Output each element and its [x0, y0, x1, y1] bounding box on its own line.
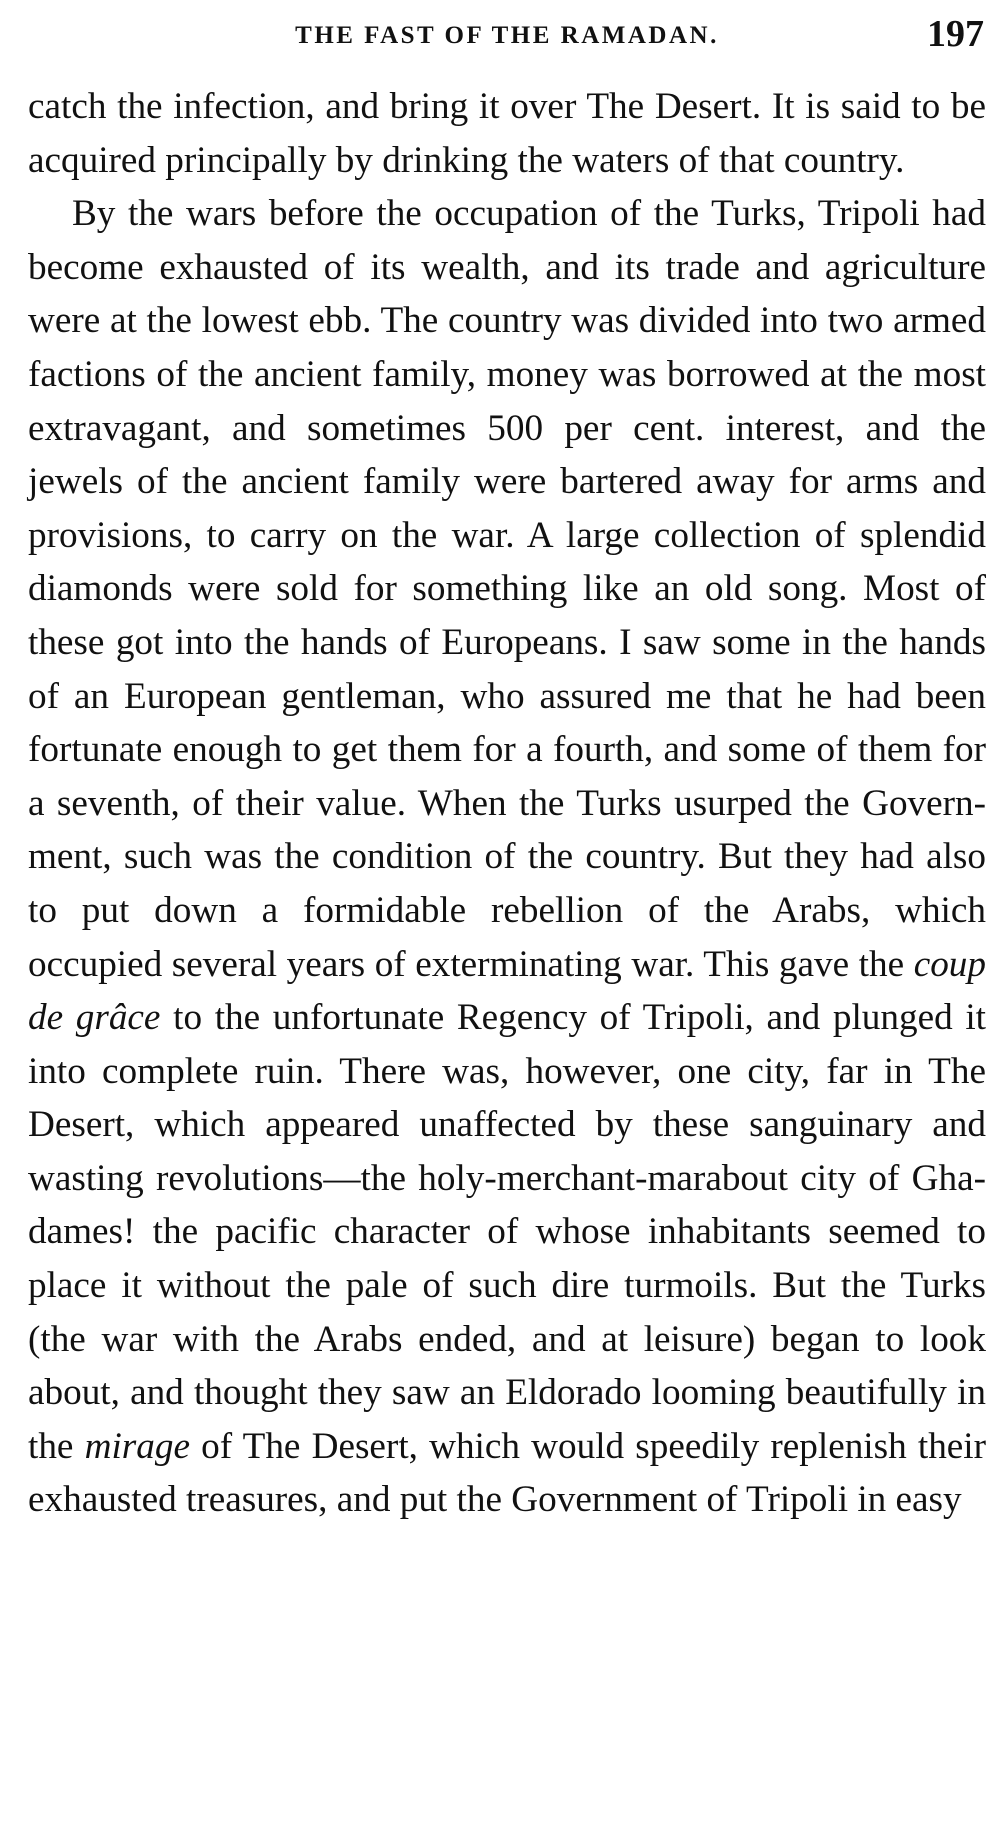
italic-mirage: mirage	[84, 1425, 190, 1467]
running-head	[28, 12, 986, 72]
paragraph-2-text-part-3: of The Desert, which would speedily replenish their exhausted treasures, and put the Government of Tripoli in easy	[28, 1425, 987, 1521]
italic-coup-de-grace: coup de grâce	[28, 943, 986, 1039]
paragraph-2-text-part-1: By the wars before the occupation of the Turks, Tripoli had become exhausted of its wealth, and its trade and agriculture were at the lowest ebb. The country was divided into two armed factions of the ancient family, money was borrowed at the most extravagant, and sometimes 500 per cent. interest, and the jewels of the ancient family were bartered away for arms and provisions, to carry on the war. A large collection of splendid diamonds were sold for something like an old song. Most of these got into the hands of Europeans. I saw some in the hands of an European gentleman, who assured me that he had been fortunate enough to get them for a fourth, and some of them for a seventh, of their value. When the Turks usurped the Government, such was the condition of the country. But they had also to put down a formidable rebellion of the Arabs, which occupied several years of exterminating war. This gave the	[28, 193, 986, 985]
paragraph-2-text-part-2: to the unfortunate Regency of Tripoli, and plunged it into complete ruin. There was, however, one city, far in The Desert, which appeared unaffected by these sanguinary and wasting revolutions—the holy-merchant-marabout city of Ghadames! the pacific character of whose inhabitants seemed to place it without the pale of such dire turmoils. But the Turks (the war with the Arabs ended, and at leisure) began to look about, and thought they saw an Eldorado looming beautifully in the	[28, 997, 986, 1467]
page-number: 197	[927, 13, 984, 55]
paragraph-1-text: catch the infection, and bring it over The Desert. It is said to be acquired principally by drinking the waters of that country.	[28, 86, 986, 181]
body-text	[28, 80, 986, 1527]
paragraph-tripoli-wars	[28, 187, 986, 1527]
paragraph-continued	[28, 80, 986, 187]
running-title: THE FAST OF THE RAMADAN.	[295, 22, 719, 49]
book-page	[28, 0, 986, 1832]
